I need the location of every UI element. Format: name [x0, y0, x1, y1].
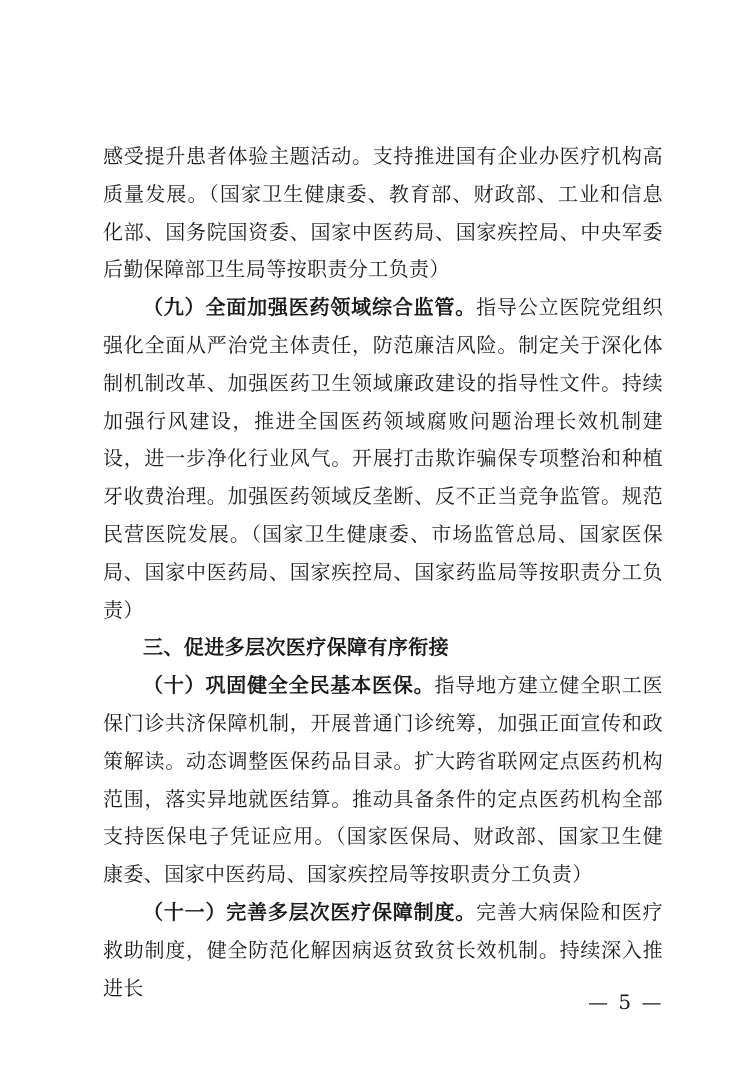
paragraph-lead: （十）巩固健全全民基本医保。	[143, 673, 435, 698]
paragraph-lead: （十一）完善多层次医疗保障制度。	[143, 899, 477, 924]
paragraph-body: 感受提升患者体验主题活动。支持推进国有企业办医疗机构高质量发展。（国家卫生健康委、教育部、财政部、工业和信息化部、国务院国资委、国家中医药局、国家疾控局、中央军委后勤保障部卫生局等按职责分工负责）	[103, 144, 663, 282]
paragraph-item-11	[103, 894, 663, 1007]
section-heading: 三、促进多层次医疗保障有序衔接	[143, 635, 449, 660]
paragraph-continued	[103, 138, 663, 289]
page-number: — 5 —	[588, 990, 664, 1014]
paragraph-item-10	[103, 667, 663, 894]
document-body	[103, 138, 663, 1007]
paragraph-body: 指导公立医院党组织强化全面从严治党主体责任，防范廉洁风险。制定关于深化体制机制改革、加强医药卫生领域廉政建设的指导性文件。持续加强行风建设，推进全国医药领域腐败问题治理长效机制建设，进一步净化行业风气。开展打击欺诈骗保专项整治和种植牙收费治理。加强医药领域反垄断、反不正当竞争监管。规范民营医院发展。（国家卫生健康委、市场监管总局、国家医保局、国家中医药局、国家疾控局、国家药监局等按职责分工负责）	[103, 295, 663, 622]
paragraph-lead: （九）全面加强医药领域综合监管。	[143, 295, 477, 320]
paragraph-item-9	[103, 289, 663, 629]
paragraph-body: 指导地方建立健全职工医保门诊共济保障机制，开展普通门诊统筹，加强正面宣传和政策解读。动态调整医保药品目录。扩大跨省联网定点医药机构范围，落实异地就医结算。推动具备条件的定点医药机构全部支持医保电子凭证应用。（国家医保局、财政部、国家卫生健康委、国家中医药局、国家疾控局等按职责分工负责）	[103, 673, 663, 887]
paragraph-body: 完善大病保险和医疗救助制度，健全防范化解因病返贫致贫长效机制。持续深入推进长	[103, 899, 663, 1000]
